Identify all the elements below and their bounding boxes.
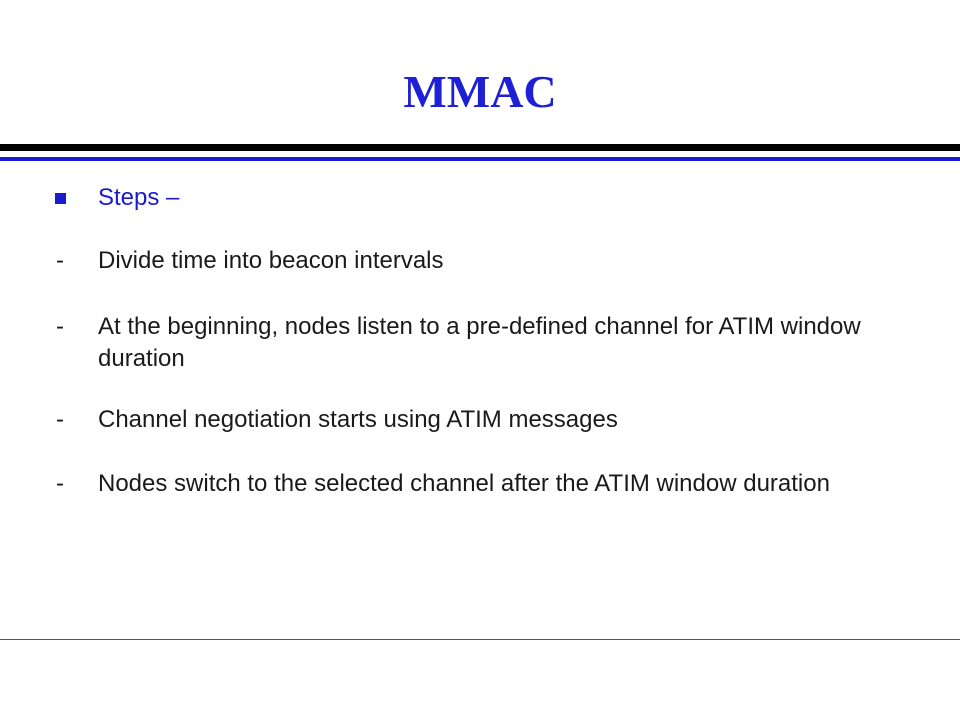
step-text: Divide time into beacon intervals (98, 247, 444, 274)
bullet-row (55, 182, 179, 214)
step-text: At the beginning, nodes listen to a pre-defined channel for ATIM window duration (98, 313, 861, 372)
step-dash: - (56, 406, 64, 433)
step-text: Nodes switch to the selected channel after the ATIM window duration (98, 470, 830, 497)
step-item (56, 311, 916, 375)
bullet-label: Steps – (98, 184, 180, 211)
step-text: Channel negotiation starts using ATIM messages (98, 406, 618, 433)
step-dash: - (56, 313, 64, 340)
step-dash: - (56, 247, 64, 274)
title-divider-black (0, 144, 960, 151)
step-item (56, 404, 916, 436)
step-item (56, 245, 916, 277)
slide-title: MMAC (403, 66, 557, 117)
step-item (56, 468, 916, 500)
bullet-square-icon (55, 193, 66, 204)
footer-divider (0, 639, 960, 640)
title-divider-blue (0, 157, 960, 161)
step-dash: - (56, 470, 64, 497)
